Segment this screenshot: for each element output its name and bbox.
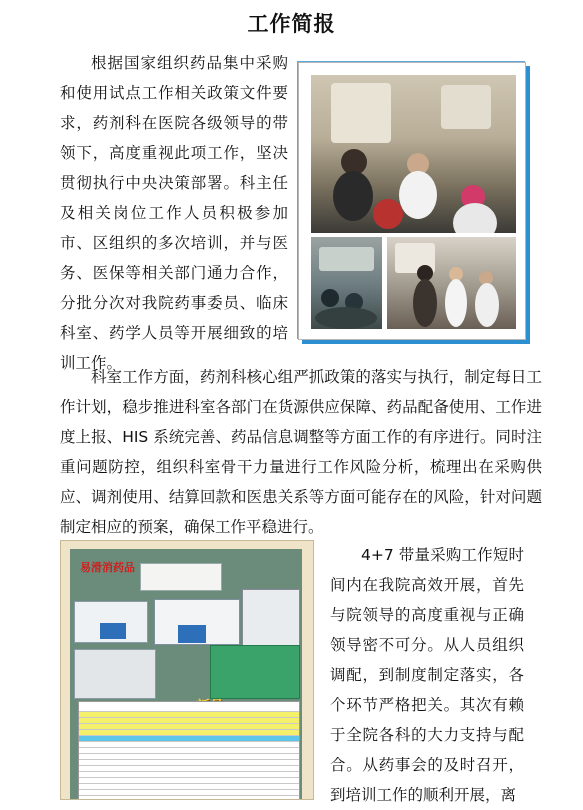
medicine-list-sheet: [78, 701, 300, 799]
medicine-photo: [60, 540, 314, 800]
meeting-photo-collage: [298, 62, 526, 340]
meeting-photo-main: [311, 75, 516, 233]
paragraph-intro: 根据国家组织药品集中采购和使用试点工作相关政策文件要求，药剂科在医院各级领导的带领下，高度重视此项工作，坚决贯彻执行中央决策部署。科主任及相关岗位工作人员积极参加市、区组织的多次培训，并与医务、医保等相关部门通力合作，分批分次对我院药事委员、临床科室、药学人员等开展细致的培训工作。: [60, 54, 288, 372]
meeting-photo-left: [311, 237, 382, 329]
meeting-photo-right: [387, 237, 516, 329]
page-title: 工作简报: [247, 12, 336, 36]
paragraph-procurement: 4+7 带量采购工作短时间内在我院高效开展，首先与院领导的高度重视与正确领导密不可分。从人员组织调配，到制度制定落实，各个环节严格把关。其次有赖于全院各科的大力支持与配合。从药事会的及时召开，到培训工作的顺利开展，离: [330, 546, 524, 804]
medicine-photo-stamp: 易滑消药品: [80, 561, 135, 574]
medicine-photo-image: [70, 549, 302, 799]
paragraph-department-work: 科室工作方面，药剂科核心组严抓政策的落实与执行，制定每日工作计划，稳步推进科室各部门在货源供应保障、药品配备使用、工作进度上报、HIS 系统完善、药品信息调整等方面工作的有序进行。同时注重问题防控，组织科室骨干力量进行工作风险分析，梳理出在采购供应、调剂使用、结算回款和医患关系等方面可能存在的风险，针对问题制定相应的预案，确保工作平稳进行。: [60, 368, 542, 536]
